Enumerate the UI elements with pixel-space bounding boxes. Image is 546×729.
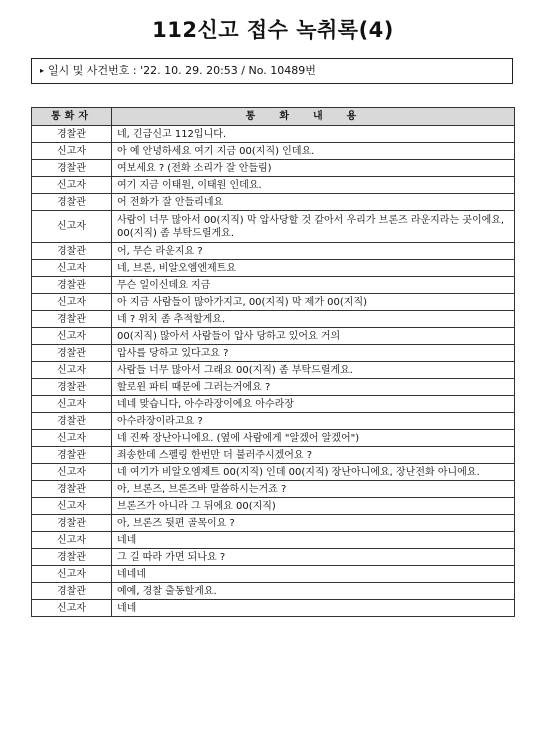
- content-cell: 할로윈 파티 때문에 그러는거에요 ?: [112, 379, 515, 396]
- speaker-cell: 경찰관: [32, 549, 112, 566]
- speaker-cell: 신고자: [32, 396, 112, 413]
- content-cell: 여기 지금 이태원, 이태원 인데요.: [112, 177, 515, 194]
- document-title: 112신고 접수 녹취록(4): [152, 18, 394, 42]
- content-cell: 그 길 따라 가면 되나요 ?: [112, 549, 515, 566]
- speaker-cell: 신고자: [32, 328, 112, 345]
- speaker-cell: 신고자: [32, 211, 112, 243]
- triangle-bullet-icon: ▸: [40, 66, 45, 75]
- table-row: [32, 498, 515, 515]
- table-row: [32, 211, 515, 243]
- incident-info-text: 일시 및 사건번호 : '22. 10. 29. 20:53 / No. 10489번: [48, 64, 316, 77]
- content-cell: 네, 긴급신고 112입니다.: [112, 126, 515, 143]
- call-transcript-table: [31, 107, 515, 617]
- speaker-cell: 경찰관: [32, 583, 112, 600]
- table-row: [32, 126, 515, 143]
- table-row: [32, 447, 515, 464]
- content-cell: 예예, 경찰 출동할게요.: [112, 583, 515, 600]
- table-row: [32, 583, 515, 600]
- speaker-cell: 신고자: [32, 362, 112, 379]
- speaker-cell: 경찰관: [32, 515, 112, 532]
- speaker-cell: 신고자: [32, 498, 112, 515]
- speaker-column-header: 통화자: [32, 108, 112, 126]
- speaker-cell: 경찰관: [32, 277, 112, 294]
- speaker-cell: 경찰관: [32, 345, 112, 362]
- content-cell: 어, 무슨 라운지요 ?: [112, 243, 515, 260]
- transcript-rows: [32, 126, 515, 617]
- speaker-cell: 신고자: [32, 464, 112, 481]
- table-row: [32, 160, 515, 177]
- speaker-cell: 경찰관: [32, 311, 112, 328]
- content-cell: 00(지직) 많아서 사람들이 압사 당하고 있어요 거의: [112, 328, 515, 345]
- speaker-cell: 경찰관: [32, 160, 112, 177]
- speaker-cell: 경찰관: [32, 447, 112, 464]
- content-cell: 사람이 너무 많아서 00(지직) 막 압사당할 것 같아서 우리가 브론즈 라운지라는 곳이에요, 00(지직) 좀 부탁드릴게요.: [112, 211, 515, 243]
- table-row: [32, 464, 515, 481]
- speaker-cell: 신고자: [32, 566, 112, 583]
- table-row: [32, 549, 515, 566]
- table-row: [32, 515, 515, 532]
- table-row: [32, 143, 515, 160]
- speaker-cell: 신고자: [32, 532, 112, 549]
- table-row: [32, 277, 515, 294]
- incident-info-box: [31, 58, 513, 84]
- speaker-cell: 신고자: [32, 600, 112, 617]
- speaker-cell: 경찰관: [32, 126, 112, 143]
- table-row: [32, 566, 515, 583]
- content-cell: 네, 브론, 비알오엠엔제트요: [112, 260, 515, 277]
- table-row: [32, 379, 515, 396]
- content-cell: 네네: [112, 532, 515, 549]
- table-row: [32, 532, 515, 549]
- content-cell: 네네 맞습니다, 아수라장이에요 아수라장: [112, 396, 515, 413]
- speaker-cell: 신고자: [32, 177, 112, 194]
- table-row: [32, 260, 515, 277]
- content-cell: 아 지금 사람들이 많아가지고, 00(지직) 막 제가 00(지직): [112, 294, 515, 311]
- speaker-cell: 경찰관: [32, 243, 112, 260]
- content-cell: 여보세요 ? (전화 소리가 잘 안들림): [112, 160, 515, 177]
- content-cell: 네네: [112, 600, 515, 617]
- content-cell: 아수라장이라고요 ?: [112, 413, 515, 430]
- table-row: [32, 430, 515, 447]
- content-cell: 아 예 안녕하세요 여기 지금 00(지직) 인데요.: [112, 143, 515, 160]
- content-cell: 네 진짜 장난아니에요. (옆에 사람에게 "알겠어 알겠어"): [112, 430, 515, 447]
- content-cell: 아, 브론즈 뒷편 골목이요 ?: [112, 515, 515, 532]
- table-row: [32, 413, 515, 430]
- content-column-header: 통화내용: [112, 108, 515, 126]
- table-row: [32, 481, 515, 498]
- content-cell: 네 여기가 비알오엠제트 00(지직) 인데 00(지직) 장난아니에요, 장난전화 아니에요.: [112, 464, 515, 481]
- table-row: [32, 328, 515, 345]
- table-row: [32, 311, 515, 328]
- table-row: [32, 177, 515, 194]
- content-cell: 사람들 너무 많아서 그래요 00(지직) 좀 부탁드릴게요.: [112, 362, 515, 379]
- content-cell: 무슨 일이신데요 지금: [112, 277, 515, 294]
- content-cell: 어 전화가 잘 안들리네요: [112, 194, 515, 211]
- speaker-cell: 신고자: [32, 430, 112, 447]
- speaker-cell: 신고자: [32, 143, 112, 160]
- speaker-cell: 경찰관: [32, 379, 112, 396]
- content-cell: 네네네: [112, 566, 515, 583]
- speaker-cell: 경찰관: [32, 481, 112, 498]
- content-cell: 압사를 당하고 있다고요 ?: [112, 345, 515, 362]
- content-cell: 죄송한데 스펠링 한번만 더 불러주시겠어요 ?: [112, 447, 515, 464]
- content-cell: 네 ? 위치 좀 추적할게요.: [112, 311, 515, 328]
- content-cell: 아, 브론즈, 브론즈바 말씀하시는거죠 ?: [112, 481, 515, 498]
- speaker-cell: 경찰관: [32, 413, 112, 430]
- table-row: [32, 362, 515, 379]
- table-row: [32, 194, 515, 211]
- speaker-cell: 신고자: [32, 260, 112, 277]
- table-header-row: [32, 108, 515, 126]
- table-row: [32, 345, 515, 362]
- speaker-cell: 경찰관: [32, 194, 112, 211]
- table-row: [32, 294, 515, 311]
- table-row: [32, 243, 515, 260]
- table-row: [32, 396, 515, 413]
- table-row: [32, 600, 515, 617]
- content-cell: 브론즈가 아니라 그 뒤에요 00(지직): [112, 498, 515, 515]
- speaker-cell: 신고자: [32, 294, 112, 311]
